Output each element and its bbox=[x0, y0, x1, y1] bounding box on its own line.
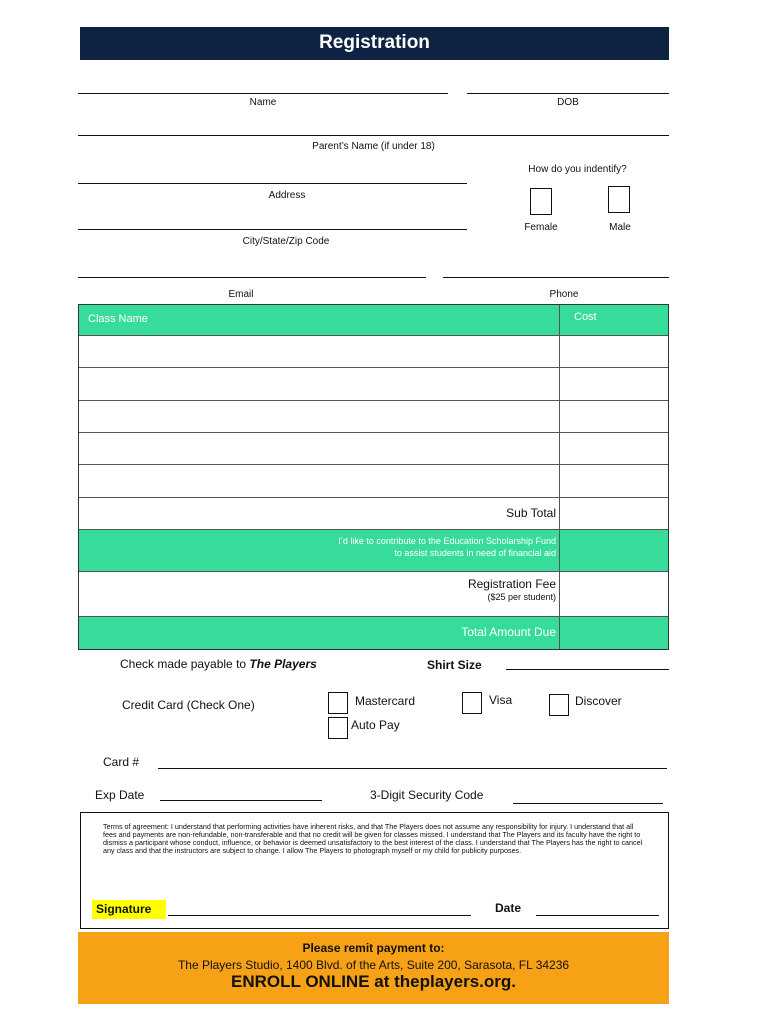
check-payee: The Players bbox=[249, 657, 317, 671]
card-number-field[interactable] bbox=[158, 768, 667, 769]
shirt-size-label: Shirt Size bbox=[427, 658, 482, 672]
mastercard-label: Mastercard bbox=[355, 694, 416, 708]
exp-date-label: Exp Date bbox=[95, 788, 145, 802]
table-row[interactable] bbox=[79, 433, 668, 465]
email-field[interactable] bbox=[78, 277, 426, 278]
footer-address: The Players Studio, 1400 Blvd. of the Arts, Suite 200, Sarasota, FL 34236 bbox=[177, 958, 570, 972]
parent-name-label: Parent’s Name (if under 18) bbox=[312, 141, 435, 152]
total-label: Total Amount Due bbox=[461, 625, 556, 639]
check-prefix: Check made payable to bbox=[120, 657, 250, 671]
fee-note: ($25 per student) bbox=[487, 592, 556, 602]
visa-label: Visa bbox=[489, 693, 513, 707]
city-state-zip-label: City/State/Zip Code bbox=[242, 236, 330, 247]
registration-fee-label: Registration Fee bbox=[467, 577, 556, 591]
table-row[interactable] bbox=[79, 465, 668, 498]
table-row[interactable] bbox=[79, 368, 668, 401]
security-code-label: 3-Digit Security Code bbox=[370, 788, 484, 802]
signature-field[interactable] bbox=[168, 915, 471, 916]
class-table bbox=[78, 304, 669, 650]
total-row bbox=[79, 617, 668, 649]
enroll-online-link[interactable]: ENROLL ONLINE at theplayers.org. bbox=[231, 972, 516, 991]
male-checkbox[interactable] bbox=[608, 186, 630, 213]
discover-checkbox[interactable] bbox=[549, 694, 569, 716]
card-number-label: Card # bbox=[103, 755, 140, 769]
table-header-row bbox=[79, 305, 668, 336]
address-field[interactable] bbox=[78, 183, 467, 184]
female-checkbox[interactable] bbox=[530, 188, 552, 215]
credit-card-label: Credit Card (Check One) bbox=[122, 698, 255, 712]
terms-text: Terms of agreement: I understand that performing activities have inherent risks, and that The Players does not assume any responsibility for injury. I understand that all fees and payments are non-refundable, non-transferable and that no credit will be given for classes missed. I understand that The Players and its faculty have the right to dismiss a participant whose conduct, influence, or behavior is deemed unsatisfactory to the best interest of the class. I understand that The Players has the right to cancel any class and that the instructors are subject to change. I allow The Players to photograph myself or my child for publicity purposes. bbox=[103, 822, 643, 855]
subtotal-label: Sub Total bbox=[506, 506, 556, 520]
visa-checkbox[interactable] bbox=[462, 692, 482, 714]
city-state-zip-field[interactable] bbox=[78, 229, 467, 230]
remit-text: Please remit payment to: bbox=[302, 941, 445, 955]
column-divider bbox=[559, 305, 560, 649]
dob-field[interactable] bbox=[467, 93, 669, 94]
security-code-field[interactable] bbox=[513, 803, 663, 804]
cost-header: Cost bbox=[574, 311, 597, 323]
shirt-size-field[interactable] bbox=[506, 669, 669, 670]
scholarship-text-2: to assist students in need of financial aid bbox=[394, 548, 556, 558]
mastercard-checkbox[interactable] bbox=[328, 692, 348, 714]
check-payable-text bbox=[120, 657, 317, 671]
name-label: Name bbox=[249, 97, 277, 108]
table-row[interactable] bbox=[79, 401, 668, 433]
phone-label: Phone bbox=[549, 289, 579, 300]
male-label: Male bbox=[609, 222, 631, 233]
table-row[interactable] bbox=[79, 336, 668, 368]
scholarship-row[interactable] bbox=[79, 530, 668, 572]
exp-date-field[interactable] bbox=[160, 800, 322, 801]
subtotal-row bbox=[79, 498, 668, 530]
auto-pay-label: Auto Pay bbox=[351, 718, 400, 732]
auto-pay-checkbox[interactable] bbox=[328, 717, 348, 739]
phone-field[interactable] bbox=[443, 277, 669, 278]
discover-label: Discover bbox=[575, 694, 622, 708]
address-label: Address bbox=[268, 190, 306, 201]
email-label: Email bbox=[228, 289, 254, 300]
date-field[interactable] bbox=[536, 915, 659, 916]
registration-fee-row bbox=[79, 572, 668, 617]
identify-question: How do you indentify? bbox=[528, 164, 627, 175]
terms-box bbox=[80, 812, 669, 929]
scholarship-text-1: I’d like to contribute to the Education Scholarship Fund bbox=[338, 536, 556, 546]
class-name-header: Class Name bbox=[88, 313, 148, 325]
form-title: Registration bbox=[80, 27, 669, 60]
footer-banner bbox=[78, 932, 669, 1004]
name-field[interactable] bbox=[78, 93, 448, 94]
dob-label: DOB bbox=[557, 97, 579, 108]
female-label: Female bbox=[524, 222, 558, 233]
signature-label: Signature bbox=[92, 900, 166, 919]
date-label: Date bbox=[495, 901, 522, 915]
parent-name-field[interactable] bbox=[78, 135, 669, 136]
